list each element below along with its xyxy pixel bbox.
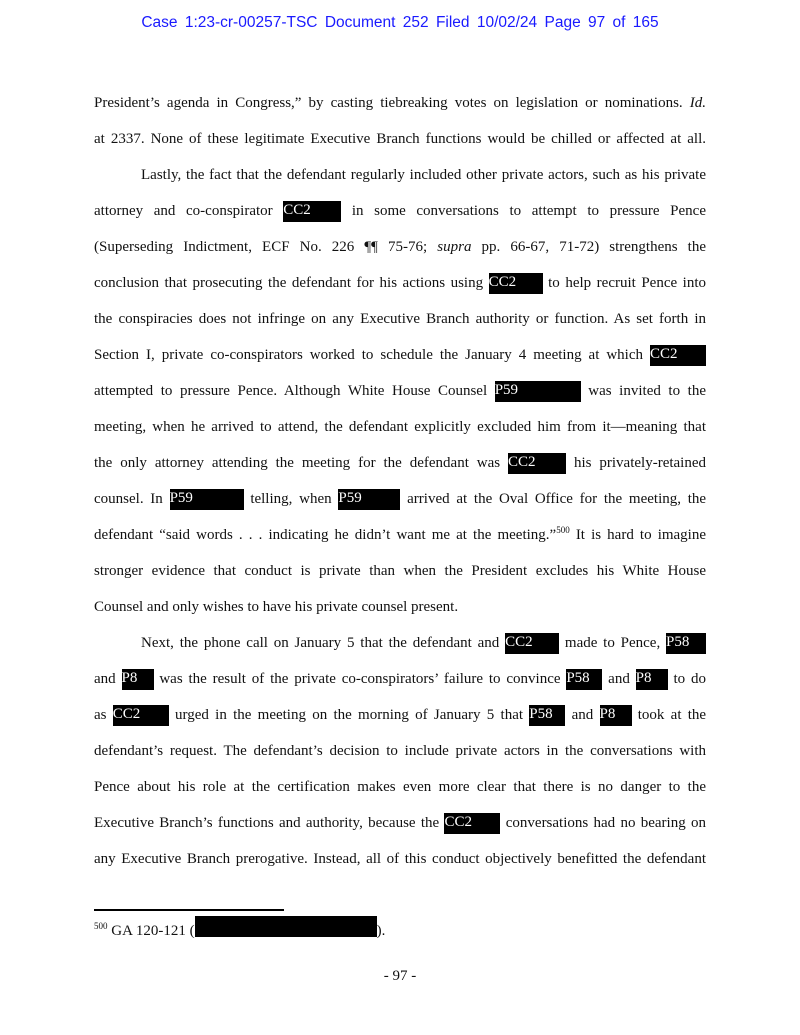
text-run: pp. 66-67, 71-72) strengthens the bbox=[481, 239, 706, 255]
text-line bbox=[94, 667, 706, 691]
footnote-text: GA 120-121 ( bbox=[111, 923, 195, 939]
redaction-box: P59 bbox=[338, 489, 400, 510]
text-line bbox=[94, 199, 706, 223]
text-line bbox=[94, 739, 706, 763]
redaction-box: P8 bbox=[600, 705, 632, 726]
case-header bbox=[0, 14, 800, 32]
text-run: meeting, when he arrived to attend, the defendant explicitly excluded him from it—meaning that bbox=[94, 419, 706, 435]
text-run: in some conversations to attempt to pressure Pence bbox=[351, 203, 706, 219]
text-run: to help recruit Pence into bbox=[548, 275, 707, 291]
redaction-box: P59 bbox=[170, 489, 244, 510]
text-run: It is hard to imagine bbox=[575, 527, 707, 543]
footnote-close: ). bbox=[376, 923, 386, 939]
text-run: the conspiracies does not infringe on any Executive Branch authority or function. As set forth in bbox=[94, 311, 706, 327]
text-run: (Superseding Indictment, ECF No. 226 ¶¶ 75-76; bbox=[94, 239, 428, 255]
text-run: attorney and co-conspirator bbox=[94, 203, 273, 219]
document-number: Document 252 bbox=[324, 14, 429, 31]
text-line bbox=[94, 271, 706, 295]
text-line bbox=[94, 307, 706, 331]
text-run: President’s agenda in Congress,” by casting tiebreaking votes on legislation or nominations. bbox=[94, 95, 683, 111]
text-run: defendant “said words . . . indicating he didn’t want me at the meeting.” bbox=[94, 527, 557, 543]
text-line bbox=[94, 595, 706, 619]
redaction-box: P8 bbox=[122, 669, 154, 690]
text-run: as bbox=[94, 707, 107, 723]
citation-supra: supra bbox=[437, 239, 472, 255]
footnote-ref: 500 bbox=[556, 525, 570, 535]
redaction-box: CC2 bbox=[650, 345, 706, 366]
text-line bbox=[94, 703, 706, 727]
text-line bbox=[94, 847, 706, 871]
redaction-box: P58 bbox=[566, 669, 602, 690]
text-run: made to Pence, bbox=[564, 635, 661, 651]
text-line bbox=[94, 235, 706, 259]
text-line bbox=[94, 343, 706, 367]
redaction-box: CC2 bbox=[444, 813, 500, 834]
text-run: conversations had no bearing on bbox=[505, 815, 706, 831]
text-run: conclusion that prosecuting the defendant for his actions using bbox=[94, 275, 484, 291]
redaction-box: CC2 bbox=[489, 273, 543, 294]
text-line bbox=[141, 631, 706, 655]
text-run: and bbox=[571, 707, 594, 723]
text-run: stronger evidence that conduct is private than when the President excludes his White House bbox=[94, 563, 706, 579]
redaction-box: CC2 bbox=[283, 201, 341, 222]
redaction-box: P8 bbox=[636, 669, 668, 690]
text-run: was the result of the private co-conspirators’ failure to convince bbox=[159, 671, 561, 687]
text-run: arrived at the Oval Office for the meeting, the bbox=[407, 491, 707, 507]
text-run: urged in the meeting on the morning of January 5 that bbox=[175, 707, 524, 723]
footnote-number: 500 bbox=[94, 921, 108, 931]
text-line bbox=[94, 775, 706, 799]
redaction-box: P58 bbox=[529, 705, 565, 726]
text-line bbox=[94, 811, 706, 835]
text-run: to do bbox=[673, 671, 706, 687]
text-run: attempted to pressure Pence. Although White House Counsel bbox=[94, 383, 488, 399]
page-number: - 97 - bbox=[383, 968, 417, 984]
citation-id: Id. bbox=[689, 95, 707, 111]
text-run: Lastly, the fact that the defendant regularly included other private actors, such as his private bbox=[141, 167, 706, 183]
text-line bbox=[94, 379, 706, 403]
redaction-box bbox=[195, 916, 377, 937]
text-line bbox=[94, 487, 706, 511]
redaction-box: CC2 bbox=[113, 705, 169, 726]
text-run: his privately-retained bbox=[573, 455, 707, 471]
text-run: and bbox=[94, 671, 116, 687]
text-line bbox=[141, 163, 706, 187]
text-run: Next, the phone call on January 5 that the defendant and bbox=[141, 635, 500, 651]
redaction-box: CC2 bbox=[505, 633, 559, 654]
case-number: Case 1:23-cr-00257-TSC bbox=[141, 14, 318, 31]
text-line bbox=[94, 127, 706, 151]
text-run: at 2337. None of these legitimate Executive Branch functions would be chilled or affected at all. bbox=[94, 131, 706, 147]
text-run: and bbox=[608, 671, 630, 687]
text-run: any Executive Branch prerogative. Instead, all of this conduct objectively benefitted the defendant bbox=[94, 851, 706, 867]
footnote-divider bbox=[94, 909, 284, 911]
text-run: counsel. In bbox=[94, 491, 163, 507]
text-line bbox=[94, 91, 706, 115]
page-of-total: Page 97 of 165 bbox=[544, 14, 659, 31]
filed-date: Filed 10/02/24 bbox=[435, 14, 538, 31]
redaction-box: CC2 bbox=[508, 453, 566, 474]
footnote bbox=[94, 916, 385, 940]
redaction-box: P59 bbox=[495, 381, 581, 402]
text-run: Pence about his role at the certification makes even more clear that there is no danger to the bbox=[94, 779, 706, 795]
redaction-box: P58 bbox=[666, 633, 706, 654]
text-run: defendant’s request. The defendant’s decision to include private actors in the conversations with bbox=[94, 743, 706, 759]
text-run: telling, when bbox=[250, 491, 332, 507]
text-line bbox=[94, 415, 706, 439]
text-run: took at the bbox=[637, 707, 707, 723]
text-run: Counsel and only wishes to have his private counsel present. bbox=[94, 599, 459, 615]
text-line bbox=[94, 523, 706, 547]
text-line bbox=[94, 451, 706, 475]
text-run: Section I, private co-conspirators worked to schedule the January 4 meeting at which bbox=[94, 347, 644, 363]
text-line bbox=[94, 559, 706, 583]
text-run: the only attorney attending the meeting for the defendant was bbox=[94, 455, 501, 471]
text-run: Executive Branch’s functions and authority, because the bbox=[94, 815, 440, 831]
text-run: was invited to the bbox=[588, 383, 706, 399]
